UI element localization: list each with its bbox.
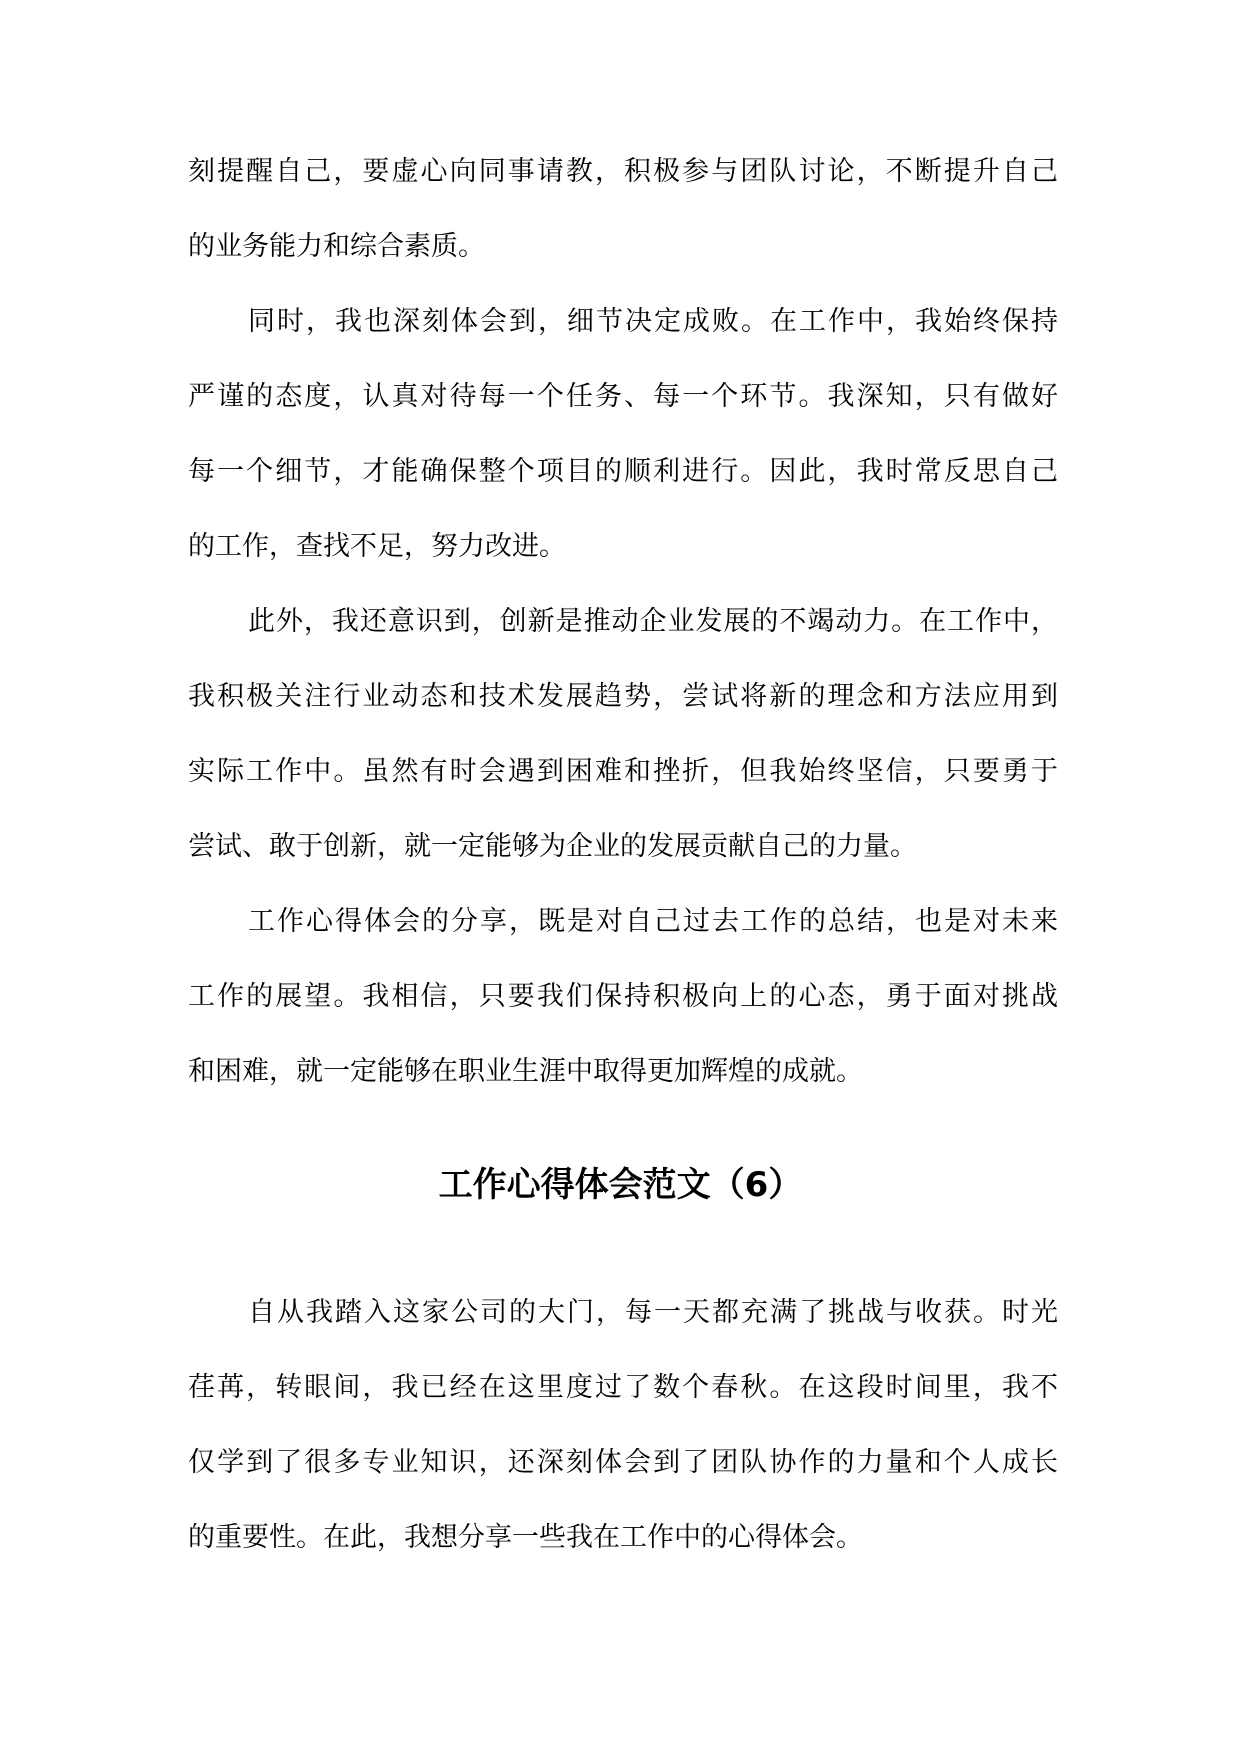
text-line: 工作的展望。我相信，只要我们保持积极向上的心态，勇于面对挑战 [188, 981, 1058, 1012]
text-line: 此外，我还意识到，创新是推动企业发展的不竭动力。在工作中， [248, 606, 1058, 637]
text-line: 自从我踏入这家公司的大门，每一天都充满了挑战与收获。时光 [248, 1297, 1058, 1328]
text-line: 荏苒，转眼间，我已经在这里度过了数个春秋。在这段时间里，我不 [188, 1372, 1058, 1403]
text-line: 实际工作中。虽然有时会遇到困难和挫折，但我始终坚信，只要勇于 [188, 756, 1058, 787]
text-line: 每一个细节，才能确保整个项目的顺利进行。因此，我时常反思自己 [188, 456, 1058, 487]
text-line: 仅学到了很多专业知识，还深刻体会到了团队协作的力量和个人成长 [188, 1447, 1058, 1478]
text-line: 的工作，查找不足，努力改进。 [188, 531, 566, 562]
text-line: 工作心得体会的分享，既是对自己过去工作的总结，也是对未来 [248, 906, 1058, 937]
text-line: 和困难，就一定能够在职业生涯中取得更加辉煌的成就。 [188, 1056, 863, 1087]
text-line: 的业务能力和综合素质。 [188, 231, 485, 262]
text-line: 严谨的态度，认真对待每一个任务、每一个环节。我深知，只有做好 [188, 381, 1058, 412]
text-line: 同时，我也深刻体会到，细节决定成败。在工作中，我始终保持 [248, 306, 1058, 337]
text-line: 尝试、敢于创新，就一定能够为企业的发展贡献自己的力量。 [188, 831, 917, 862]
text-line: 的重要性。在此，我想分享一些我在工作中的心得体会。 [188, 1522, 863, 1553]
section-heading: 工作心得体会范文（6） [438, 1165, 803, 1205]
text-line: 刻提醒自己，要虚心向同事请教，积极参与团队讨论，不断提升自己 [188, 156, 1058, 187]
text-line: 我积极关注行业动态和技术发展趋势，尝试将新的理念和方法应用到 [188, 681, 1058, 712]
